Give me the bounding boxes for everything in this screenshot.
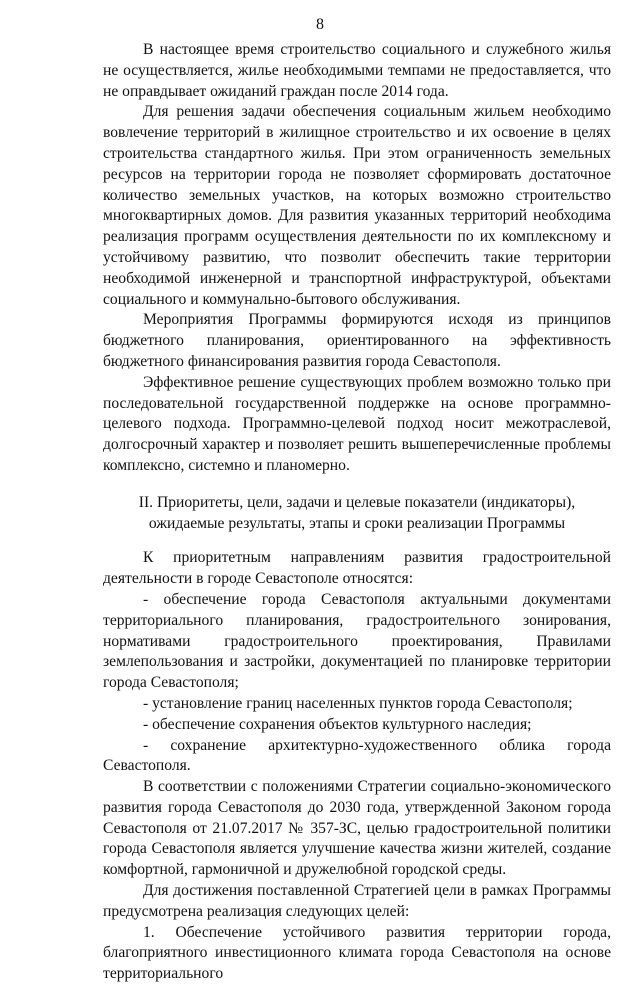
paragraph: Для достижения поставленной Стратегией цели в рамках Программы предусмотрена реализация следующих целей:	[103, 882, 611, 920]
paragraph: Мероприятия Программы формируются исходя из принципов бюджетного планирования, ориентированного на эффективность бюджетного финансирования развития города Севастополя.	[103, 311, 611, 370]
paragraph: 1. Обеспечение устойчивого развития территории города, благоприятного инвестиционного климата города Севастополя на основе территориального	[103, 923, 611, 983]
section-heading-line: ожидаемые результаты, этапы и сроки реализации Программы	[148, 514, 566, 532]
page-number: 8	[316, 16, 324, 33]
section-heading	[103, 493, 611, 535]
section-heading-line: II. Приоритеты, цели, задачи и целевые показатели (индикаторы),	[138, 493, 576, 511]
paragraph: В настоящее время строительство социального и служебного жилья не осуществляется, жилье необходимыми темпами не предоставляется, что не оправдывает ожиданий граждан после 2014 года.	[103, 41, 611, 100]
paragraph: В соответствии с положениями Стратегии социально-экономического развития города Севастополя до 2030 года, утвержденной Законом города Севастополя от 21.07.2017 № 357-ЗС, целью градостроительной политики города Севастополя является улучшение качества жизни жителей, создание комфортной, гармоничной и дружелюбной городской среды.	[103, 778, 611, 879]
list-item: - сохранение архитектурно-художественного облика города Севастополя.	[103, 736, 611, 775]
paragraph: Эффективное решение существующих проблем возможно только при последовательной государственной поддержке на основе программно-целевого подхода. Программно-целевой подход носит межотраслевой, долгосрочный характер и позволяет решить вышеперечисленные проблемы комплексно, системно и планомерно.	[103, 373, 611, 474]
paragraph: К приоритетным направлениям развития градостроительной деятельности в городе Севастополе относятся:	[103, 549, 611, 588]
document-body	[103, 40, 611, 985]
paragraph: Для решения задачи обеспечения социальным жильем необходимо вовлечение территорий в жилищное строительство и их освоение в целях строительства стандартного жилья. При этом ограниченность земельных ресурсов на территории города не позволяет сформировать достаточное количество земельных участков, на которых возможно строительство многоквартирных домов. Для развития указанных территорий необходима реализация программ осуществления деятельности по их комплексному и устойчивому развитию, что позволит обеспечить такие территории необходимой инженерной и транспортной инфраструктурой, объектами социального и коммунально-бытового обслуживания.	[103, 103, 611, 308]
list-item: - обеспечение города Севастополя актуальными документами территориального планирования, градостроительного зонирования, нормативами градостроительного проектирования, Правилами землепользования и застройки, документацией по планировке территории города Севастополя;	[103, 590, 611, 692]
list-item: - обеспечение сохранения объектов культурного наследия;	[143, 715, 532, 733]
list-item: - установление границ населенных пунктов города Севастополя;	[143, 694, 573, 712]
